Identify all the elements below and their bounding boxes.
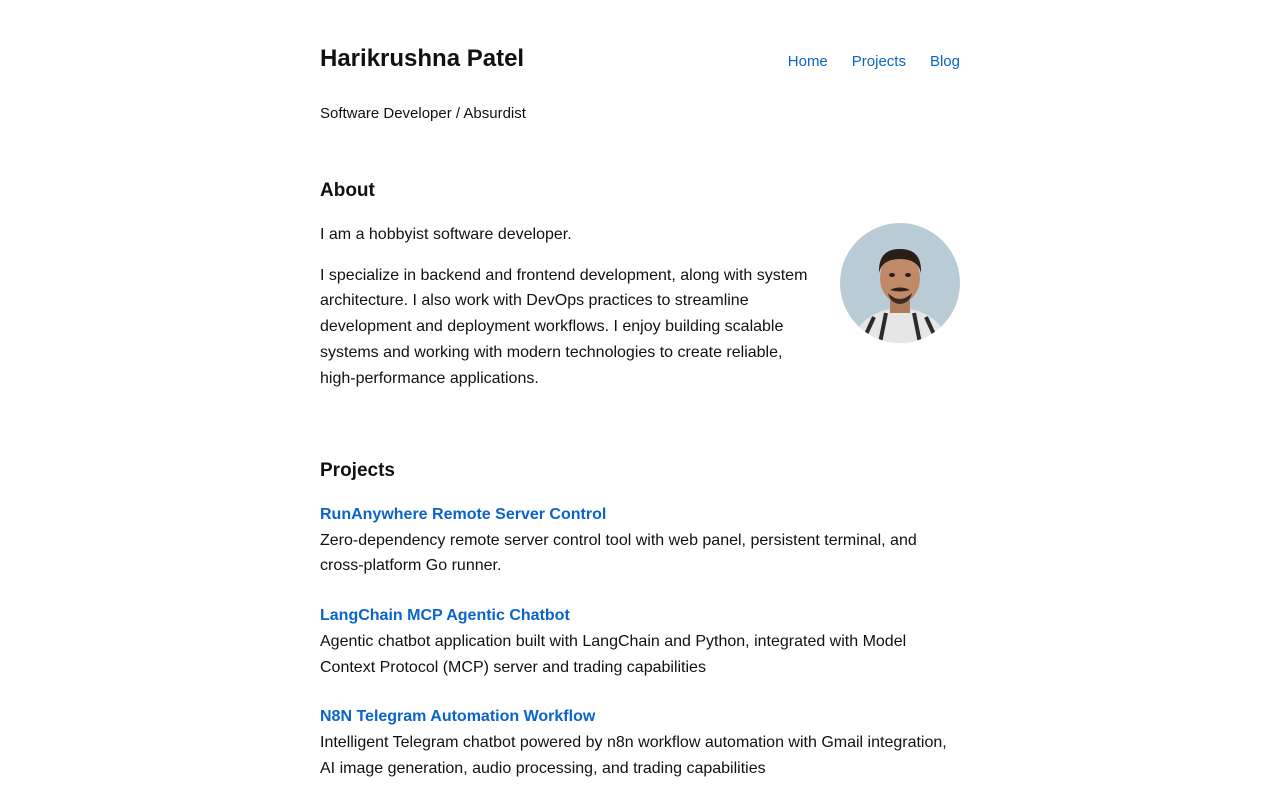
main-nav xyxy=(788,53,960,71)
project-description: Agentic chatbot application built with LangChain and Python, integrated with Model Context Protocol (MCP) server and trading capabilities xyxy=(320,632,907,676)
about-text xyxy=(320,222,820,406)
nav-blog-link[interactable]: Blog xyxy=(929,53,960,70)
projects-heading: Projects xyxy=(320,460,395,481)
tagline: Software Developer / Absurdist xyxy=(320,105,526,122)
avatar xyxy=(840,223,960,343)
project-item xyxy=(320,704,960,781)
projects-list xyxy=(320,502,960,800)
page xyxy=(320,0,960,777)
site-header xyxy=(320,0,960,80)
project-description: Zero-dependency remote server control tool with web panel, persistent terminal, and cross-platform Go runner. xyxy=(320,531,917,575)
project-item xyxy=(320,502,960,579)
project-item xyxy=(320,603,960,680)
project-link-runanywhere[interactable]: RunAnywhere Remote Server Control xyxy=(320,506,607,523)
nav-home-link[interactable]: Home xyxy=(787,53,828,70)
site-title: Harikrushna Patel xyxy=(320,45,525,72)
nav-projects-link[interactable]: Projects xyxy=(851,53,906,70)
project-link-n8n[interactable]: N8N Telegram Automation Workflow xyxy=(320,708,596,726)
about-paragraph: I am a hobbyist software developer. xyxy=(320,226,572,243)
about-paragraph: I specialize in backend and frontend development, along with system architecture. I also work with DevOps practices to streamline development and deployment workflows. I enjoy building scalable systems and working with modern technologies to create reliable, high-performance applications. xyxy=(320,266,808,387)
project-link-langchain[interactable]: LangChain MCP Agentic Chatbot xyxy=(320,607,570,625)
about-heading: About xyxy=(320,180,375,201)
project-description: Intelligent Telegram chatbot powered by n8n workflow automation with Gmail integration, AI image generation, audio processing, and trading capabilities xyxy=(320,733,947,777)
avatar-photo xyxy=(840,223,960,343)
